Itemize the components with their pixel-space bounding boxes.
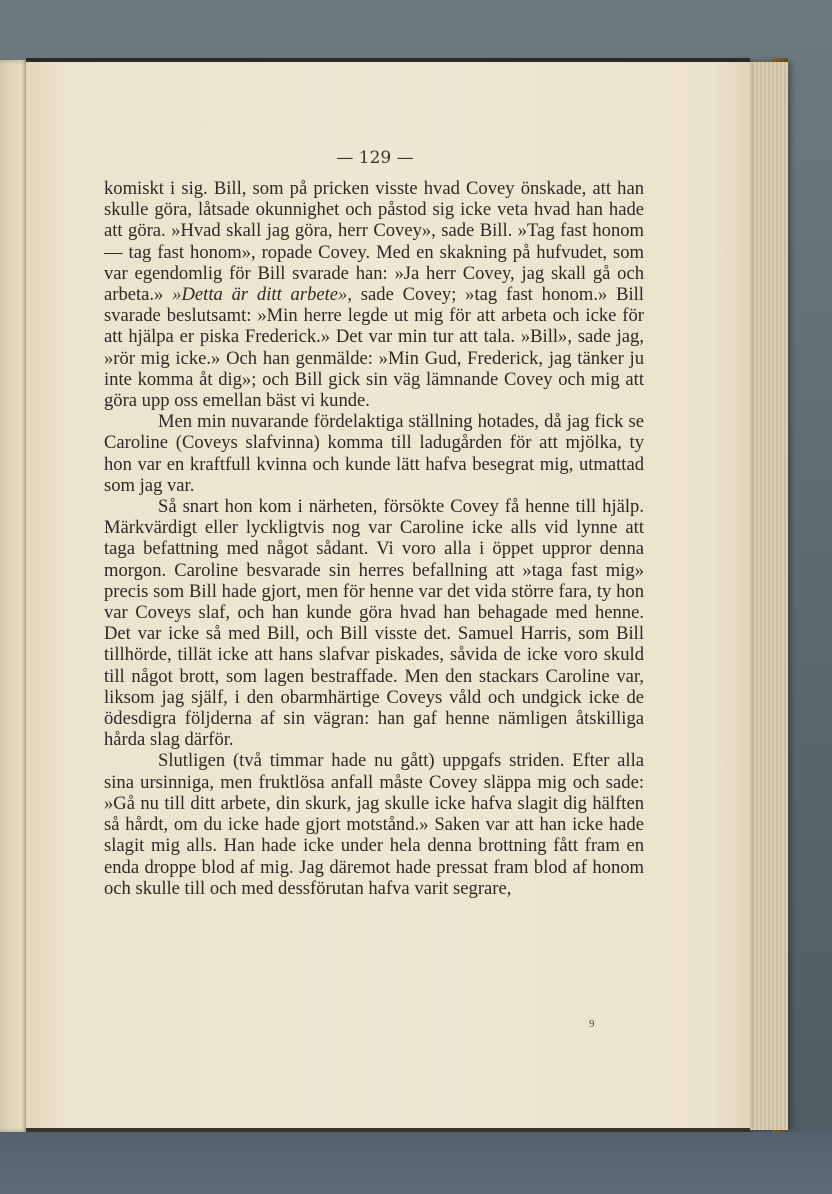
paragraph [104,496,644,750]
bottom-background [0,1132,832,1194]
paragraph [104,411,644,496]
page-number: — 129 — [336,148,414,168]
text-run: , sade Covey; »tag fast honom.» Bill svarade beslutsamt: »Min herre legde ut mig för att arbeta och icke för att hjälpa er piska Frederick.» Det var min tur att tala. »Bill», sade jag, »rör mig icke.» Och han genmälde: »Min Gud, Frederick, jag tänker ju inte komma åt dig»; och Bill gick sin väg lämnande Covey och mig att göra upp oss emellan bäst vi kunde. [104,284,644,412]
italic-text-run: »Detta är ditt arbete» [172,284,348,306]
paragraph [104,750,644,898]
text-run: komiskt i sig. Bill, som på pricken visste hvad Covey önskade, att han skulle göra, låtsade okunnighet och påstod sig icke veta hvad han hade att göra. »Hvad skall jag göra, herr Covey», sade Bill. »Tag fast honom — tag fast honom», ropade Covey. Med en skakning på hufvudet, som var egendomlig för Bill svarade han: »Ja herr Covey, jag skall gå och arbeta.» [104,178,644,306]
text-run: Slutligen (två timmar hade nu gått) uppgafs striden. Efter alla sina ursinniga, men fruktlösa anfall måste Covey släppa mig och sade: »Gå nu till ditt arbete, din skurk, jag skulle icke hafva slagit dig hälften så hårdt, om du icke hade gjort motstånd.» Saken var att han icke hade slagit mig alls. Han hade icke under hela denna brottning fått fram en enda droppe blod af mig. Jag däremot hade pressat fram blod af honom och skulle till och med dessförutan hafva varit segrare, [104,750,644,899]
signature-mark: 9 [589,1018,595,1030]
book-page [26,58,750,1132]
paragraph [104,178,644,411]
text-run: Så snart hon kom i närheten, försökte Covey få henne till hjälp. Märkvärdigt eller lyckligtvis nog var Caroline icke alls vid lynne att taga befattning med något sådant. Vi voro alla i öppet uppror denna morgon. Caroline besvarade sin herres befallning att »taga fast mig» precis som Bill hade gjort, men för henne var det vida större fara, ty hon var Coveys slaf, och han kunde göra hvad han behagade med henne. Det var icke så med Bill, och Bill visste det. Samuel Harris, som Bill tillhörde, tillät icke att hans slafvar piskades, såvida de icke voro skuld till något brott, som lagen bestraffade. Men den stackars Caroline var, liksom jag själf, i den obarmhärtige Coveys våld och undgick icke de ödesdigra följderna af sin vägran: han gaf henne nämligen åtskilliga hårda slag därför. [104,496,644,751]
body-text [104,178,644,899]
text-run: Men min nuvarande fördelaktiga ställning hotades, då jag fick se Caroline (Coveys slafvinna) komma till ladugården för att mjölka, ty hon var en kraftfull kvinna och kunde lätt hafva besegrat mig, utmattad som jag var. [104,411,644,496]
